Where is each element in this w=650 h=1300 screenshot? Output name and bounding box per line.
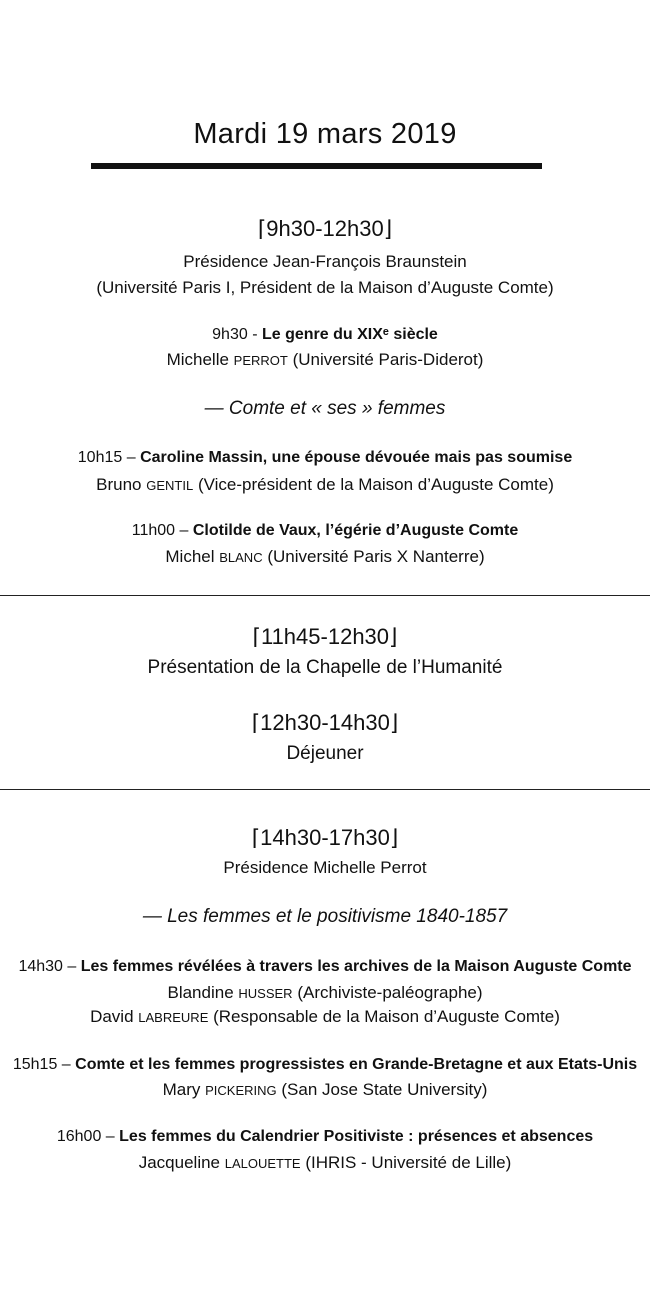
speaker-affiliation: (Université Paris X Nanterre) [267,547,485,566]
afternoon-talk-1-speaker-2 [0,1007,650,1027]
afternoon-talk-3-title-line [0,1128,650,1146]
talk-separator: – [101,1128,120,1145]
talk-time: 15h15 [12,1056,58,1073]
morning-talk-3-speaker [0,547,650,567]
morning-chair-affiliation: (Université Paris I, Président de la Maison d’Auguste Comte) [96,278,554,297]
midday-slot-1-label: Présentation de la Chapelle de l’Humanité [147,657,503,678]
afternoon-time-slot: ⌈14h30-17h30⌋ [251,825,399,850]
afternoon-talk-2-title-line [0,1056,650,1074]
talk-separator: - [247,326,262,343]
speaker-last-name: BLANC [219,550,263,565]
talk-separator: – [62,958,81,975]
speaker-last-name: PICKERING [205,1083,277,1098]
talk-separator: – [122,449,141,466]
speaker-last-name: LABREURE [138,1010,209,1025]
afternoon-talk-1-title-line [0,958,650,976]
talk-time: 9h30 [212,326,248,343]
talk-time: 16h00 [56,1128,102,1145]
section-divider [0,789,650,790]
speaker-first-name: Blandine [167,983,234,1002]
speaker-first-name: Michelle [166,350,229,369]
talk-separator: – [57,1056,76,1073]
morning-talk-2-speaker [0,475,650,495]
morning-chair: Présidence Jean-François Braunstein [183,252,467,271]
speaker-affiliation: (Vice-président de la Maison d’Auguste Comte) [197,475,554,494]
speaker-first-name: David [90,1007,134,1026]
afternoon-talk-1-speaker-1 [0,983,650,1003]
speaker-first-name: Jacqueline [138,1153,220,1172]
afternoon-talk-2-speaker [0,1080,650,1100]
talk-separator: – [175,522,193,539]
afternoon-talk-3-speaker [0,1153,650,1173]
speaker-affiliation: (IHRIS - Université de Lille) [305,1153,512,1172]
morning-talk-1-title-line [0,326,650,344]
morning-talk-3-title-line [0,522,650,540]
day-title: Mardi 19 mars 2019 [193,118,457,150]
speaker-last-name: PERROT [233,353,288,368]
talk-time: 14h30 [18,958,63,975]
speaker-affiliation: (San Jose State University) [281,1080,488,1099]
talk-title: Caroline Massin, une épouse dévouée mais pas soumise [140,449,573,466]
morning-time-slot: ⌈9h30-12h30⌋ [257,216,393,241]
title-underline [91,163,542,169]
speaker-first-name: Mary [162,1080,201,1099]
speaker-last-name: GENTIL [146,478,194,493]
speaker-last-name: HUSSER [238,986,293,1001]
speaker-last-name: LALOUETTE [224,1156,301,1171]
afternoon-chair: Présidence Michelle Perrot [223,858,427,877]
midday-slot-2-time: ⌈12h30-14h30⌋ [251,710,399,735]
talk-title: Clotilde de Vaux, l’égérie d’Auguste Comte [192,522,519,539]
talk-title: Les femmes révélées à travers les archives de la Maison Auguste Comte [80,958,632,975]
speaker-affiliation: (Responsable de la Maison d’Auguste Comte) [213,1007,560,1026]
speaker-first-name: Bruno [96,475,142,494]
talk-time: 10h15 [77,449,123,466]
afternoon-theme: — Les femmes et le positivisme 1840-1857 [142,906,508,927]
talk-title: Le genre du XIXᵉ siècle [261,326,438,343]
speaker-affiliation: (Université Paris-Diderot) [292,350,484,369]
talk-title: Les femmes du Calendrier Positiviste : présences et absences [119,1128,594,1145]
speaker-first-name: Michel [165,547,215,566]
midday-slot-2-label: Déjeuner [286,743,364,764]
morning-theme: — Comte et « ses » femmes [204,398,446,419]
midday-slot-1-time: ⌈11h45-12h30⌋ [252,624,398,649]
talk-title: Comte et les femmes progressistes en Grande-Bretagne et aux Etats-Unis [75,1056,638,1073]
morning-talk-2-title-line [0,449,650,467]
speaker-affiliation: (Archiviste-paléographe) [297,983,483,1002]
section-divider [0,595,650,596]
morning-talk-1-speaker [0,350,650,370]
talk-time: 11h00 [131,522,176,539]
